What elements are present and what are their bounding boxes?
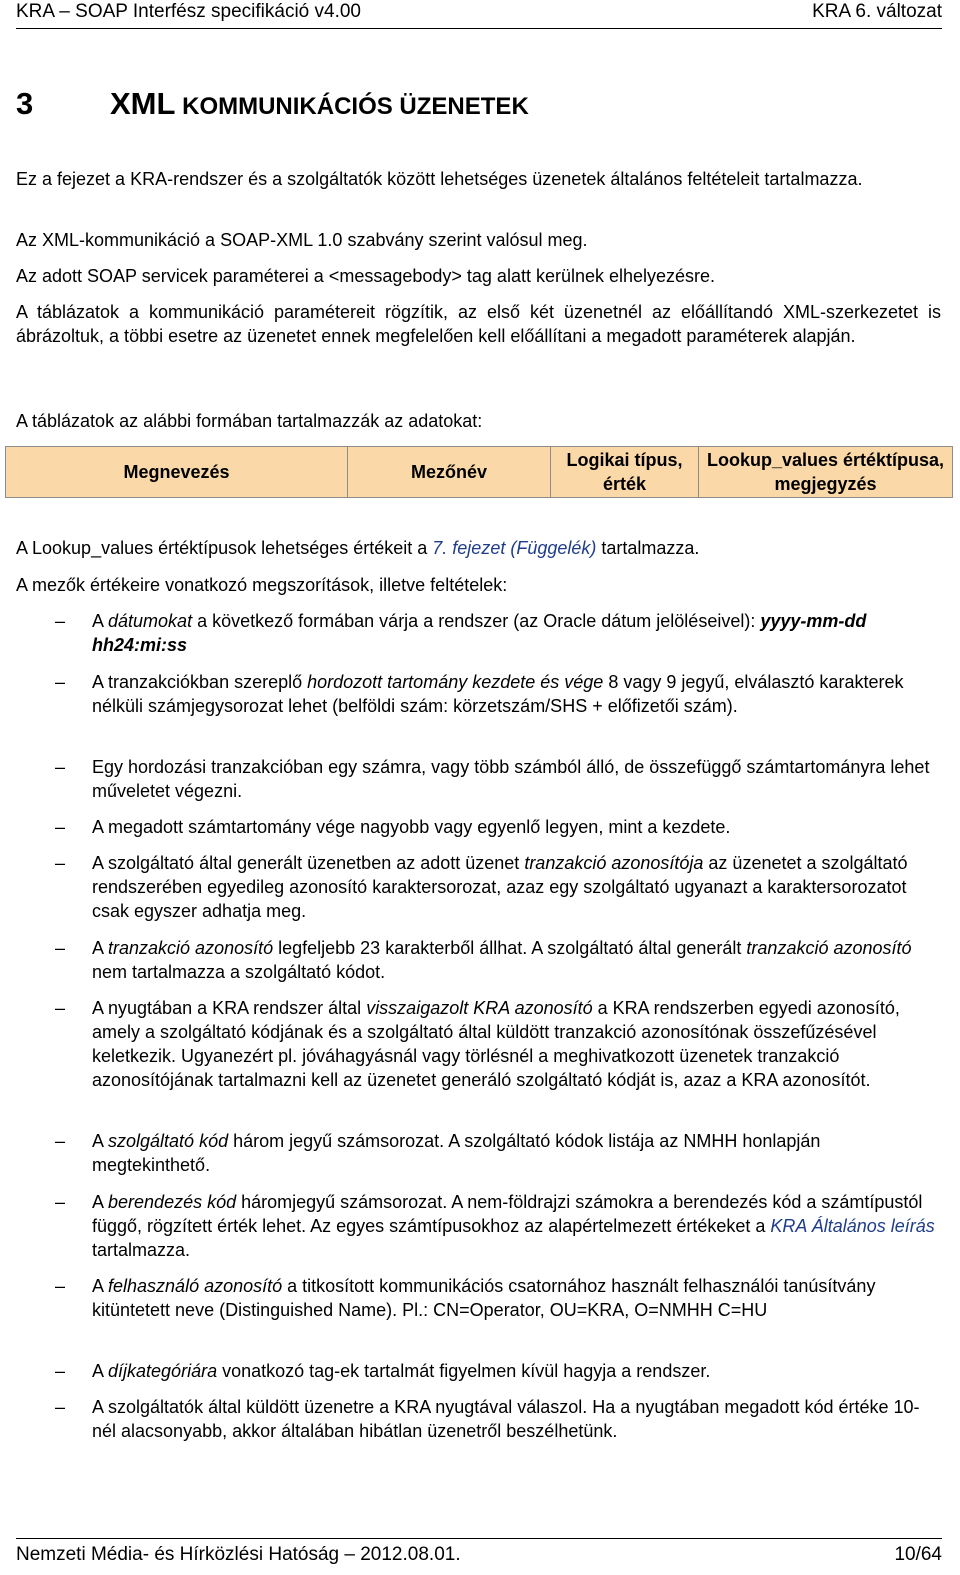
list-item <box>92 936 942 984</box>
list-item <box>92 1129 942 1177</box>
list-item-text: a titkosított kommunikációs csatornához használt felhasználói tanúsítvány kitüntetett neve (Distinguished Name). Pl.: CN=Operator, OU=KRA, O=NMHH C=HU <box>92 1276 876 1320</box>
list-item-emphasis: tranzakció azonosítója <box>524 853 704 873</box>
bullet-dash: – <box>55 757 66 777</box>
list-item-text: tartalmazza. <box>92 1240 191 1260</box>
list-item-emphasis: berendezés kód <box>108 1192 237 1212</box>
list-item <box>92 670 942 718</box>
list-item <box>92 1190 942 1262</box>
page-number: 10/64 <box>894 1544 942 1565</box>
list-item-text: a KRA rendszerben egyedi azonosító, amely a szolgáltató kódjának és a szolgáltató által küldött tranzakció azonosítónak összefűzésével keletkezik. Ugyanezért pl. jóváhagyásnál vagy törlésnél a meghivatkozott üzenetek tranzakció azonosítójának tartalmazni kell az üzenetet generáló szolgáltató kódját is, azaz a KRA azonosítót. <box>92 998 900 1090</box>
list-item <box>92 851 942 923</box>
list-item-text: A nyugtában a KRA rendszer által <box>92 998 367 1018</box>
table-header-logical-type-line2: érték <box>602 474 647 494</box>
list-item-text: A <box>92 1276 109 1296</box>
list-item-text: A szolgáltatók által küldött üzenetre a KRA nyugtával válaszol. Ha a nyugtában megadott kód értéke 10-nél alacsonyabb, akkor általában hibátlan üzenetről beszélhetünk. <box>92 1397 920 1441</box>
list-item-text: legfeljebb 23 karakterből állhat. A szolgáltató által generált <box>273 938 747 958</box>
list-item-emphasis: visszaigazolt KRA azonosító <box>366 998 593 1018</box>
table-header-logical-type <box>551 447 699 498</box>
list-item-emphasis: dátumokat <box>108 611 193 631</box>
list-item-emphasis: szolgáltató kód <box>108 1131 229 1151</box>
list-item-text: az üzenetet a szolgáltató rendszerében egyedileg azonosító karaktersorozat, azaz egy szolgáltató ugyanazt a karaktersorozatot csak egyszer adhatja meg. <box>92 853 908 921</box>
bullet-dash: – <box>55 1131 66 1151</box>
list-item-text: A szolgáltató által generált üzenetben az adott üzenet <box>92 853 525 873</box>
date-format: yyyy-mm-dd hh24:mi:ss <box>92 611 867 655</box>
list-item-text: A <box>92 1192 109 1212</box>
list-item-text: háromjegyű számsorozat. A nem-földrajzi számokra a berendezés kód a számtípustól függő, rögzített érték lehet. Az egyes számtípusokhoz az alapértelmezett értékeket a <box>92 1192 923 1236</box>
list-item <box>92 755 942 803</box>
list-item-text: A <box>92 1131 109 1151</box>
intro-paragraph-5: A táblázatok az alábbi formában tartalmazzák az adatokat: <box>16 411 483 431</box>
bullet-dash: – <box>55 998 66 1018</box>
list-item-text: három jegyű számsorozat. A szolgáltató kódok listája az NMHH honlapján megtekinthető. <box>92 1131 821 1175</box>
bullet-dash: – <box>55 1361 66 1381</box>
list-item-text: a következő formában várja a rendszer (az Oracle dátum jelöléseivel): <box>192 611 761 631</box>
chapter-title-start: XML <box>110 86 176 121</box>
list-item <box>92 996 942 1092</box>
table-header-logical-type-line1: Logikai típus, <box>566 450 683 470</box>
page-footer <box>16 1538 942 1575</box>
header-version: KRA 6. változat <box>812 1 942 22</box>
lookup-text-post: tartalmazza. <box>596 538 700 558</box>
table-row <box>6 447 953 498</box>
lookup-text-pre: A Lookup_values értéktípusok lehetséges értékeit a <box>16 538 433 558</box>
chapter-title-rest: KOMMUNIKÁCIÓS ÜZENETEK <box>175 93 529 120</box>
intro-paragraph-1: Ez a fejezet a KRA-rendszer és a szolgáltatók között lehetséges üzenetek általános feltételeit tartalmazza. <box>16 169 863 189</box>
footer-organization-date: Nemzeti Média- és Hírközlési Hatóság – 2012.08.01. <box>16 1544 461 1565</box>
constraints-intro: A mezők értékeire vonatkozó megszorítások, illetve feltételek: <box>16 575 508 595</box>
list-item <box>92 1274 942 1322</box>
list-item <box>92 1395 942 1443</box>
list-item-emphasis: díjkategóriára <box>108 1361 218 1381</box>
page-header <box>16 0 942 29</box>
list-item-emphasis: felhasználó azonosító <box>108 1276 283 1296</box>
bullet-dash: – <box>55 938 66 958</box>
table-header-name: Megnevezés <box>6 447 348 498</box>
intro-paragraph-4: A táblázatok a kommunikáció paramétereit rögzítik, az első két üzenetnél az előállítandó XML-szerkezetet is ábrázoltuk, a többi esetre az üzenetet ennek megfelelően kell előállítani a megadott paraméterek alapján. <box>16 302 941 346</box>
list-item-emphasis: hordozott tartomány kezdete és vége <box>307 672 604 692</box>
list-item <box>92 1359 942 1383</box>
bullet-dash: – <box>55 1192 66 1212</box>
bullet-dash: – <box>55 672 66 692</box>
table-header-lookup-line2: megjegyzés <box>774 474 877 494</box>
list-item-text: A <box>92 938 109 958</box>
bullet-dash: – <box>55 1276 66 1296</box>
kra-general-description-link[interactable]: KRA Általános leírás <box>770 1216 935 1236</box>
list-item-text: A megadott számtartomány vége nagyobb vagy egyenlő legyen, mint a kezdete. <box>92 817 731 837</box>
list-item-text: A <box>92 1361 109 1381</box>
table-header-field: Mezőnév <box>348 447 551 498</box>
bullet-dash: – <box>55 853 66 873</box>
chapter-number: 3 <box>16 86 34 121</box>
intro-paragraph-2: Az XML-kommunikáció a SOAP-XML 1.0 szabvány szerint valósul meg. <box>16 230 588 250</box>
list-item-text: vonatkozó tag-ek tartalmát figyelmen kívül hagyja a rendszer. <box>217 1361 711 1381</box>
bullet-dash: – <box>55 611 66 631</box>
list-item-text: nem tartalmazza a szolgáltató kódot. <box>92 962 386 982</box>
list-item <box>92 609 942 657</box>
table-header-lookup-line1: Lookup_values értéktípusa, <box>706 450 945 470</box>
chapter-heading <box>16 86 529 122</box>
list-item-emphasis: tranzakció azonosító <box>108 938 274 958</box>
lookup-paragraph <box>16 536 941 560</box>
intro-paragraph-3: Az adott SOAP servicek paraméterei a <messagebody> tag alatt kerülnek elhelyezésre. <box>16 266 716 286</box>
field-format-table <box>5 446 953 498</box>
header-document-title: KRA – SOAP Interfész specifikáció v4.00 <box>16 1 361 22</box>
chapter-7-link[interactable]: 7. fejezet (Függelék) <box>432 538 597 558</box>
bullet-dash: – <box>55 1397 66 1417</box>
list-item <box>92 815 942 839</box>
list-item-text: 8 vagy 9 jegyű, elválasztó karakterek nélküli számjegysorozat lehet (belföldi szám: körzetszám/SHS + előfizetői szám). <box>92 672 904 716</box>
list-item-text: A <box>92 611 109 631</box>
table-header-lookup <box>699 447 953 498</box>
list-item-text: Egy hordozási tranzakcióban egy számra, vagy több számból álló, de összefüggő számtartományra lehet műveletet végezni. <box>92 757 930 801</box>
bullet-dash: – <box>55 817 66 837</box>
list-item-emphasis: tranzakció azonosító <box>746 938 912 958</box>
list-item-text: A tranzakciókban szereplő <box>92 672 308 692</box>
